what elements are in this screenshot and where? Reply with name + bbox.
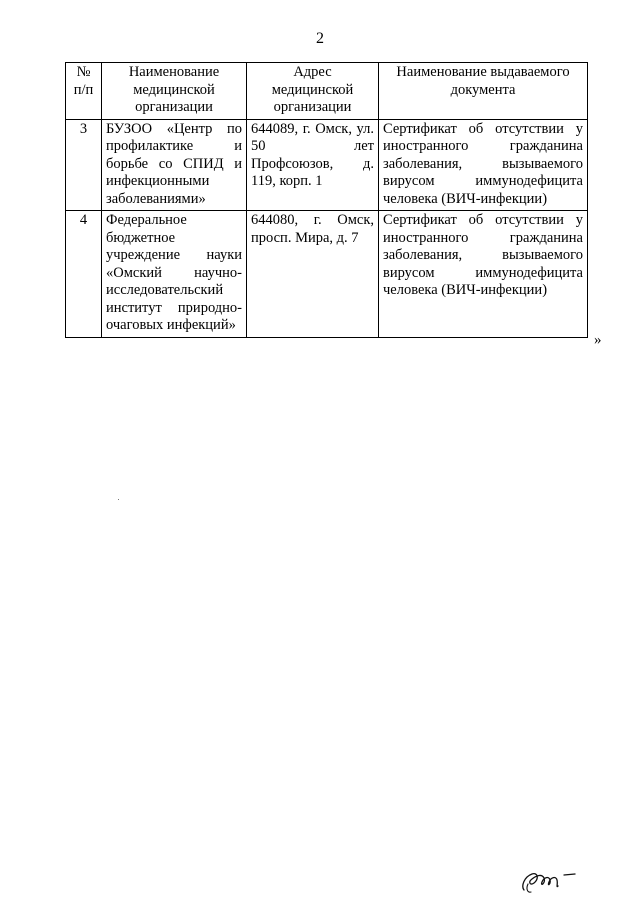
header-address: Адрес медицинской организации bbox=[247, 63, 379, 120]
header-doc-name: Наименование выдаваемого документа bbox=[379, 63, 588, 120]
table-header-row bbox=[66, 63, 588, 120]
row-address: 644080, г. Омск, просп. Мира, д. 7 bbox=[247, 211, 379, 338]
row-doc-name: Сертификат об отсутствии у иностранного гражданина заболевания, вызываемого вирусом иммунодефицита человека (ВИЧ-инфекции) bbox=[379, 119, 588, 211]
scan-speck bbox=[118, 499, 119, 500]
handwritten-signature-icon bbox=[518, 862, 584, 901]
closing-quote: » bbox=[594, 332, 602, 348]
row-org-name: БУЗОО «Центр по профилактике и борьбе со СПИД и инфекционными заболеваниями» bbox=[102, 119, 247, 211]
table-row bbox=[66, 211, 588, 338]
header-org-name: Наименование медицинской организации bbox=[102, 63, 247, 120]
row-org-name: Федеральное бюджетное учреждение науки «Омский научно-исследовательский институт природно-очаговых инфекций» bbox=[102, 211, 247, 338]
table-row bbox=[66, 119, 588, 211]
row-doc-name: Сертификат об отсутствии у иностранного гражданина заболевания, вызываемого вирусом иммунодефицита человека (ВИЧ-инфекции) bbox=[379, 211, 588, 338]
row-address: 644089, г. Омск, ул. 50 лет Профсоюзов, д. 119, корп. 1 bbox=[247, 119, 379, 211]
row-num: 4 bbox=[66, 211, 102, 338]
page-number: 2 bbox=[316, 30, 324, 47]
organizations-table bbox=[65, 62, 588, 338]
header-num: № п/п bbox=[66, 63, 102, 120]
row-num: 3 bbox=[66, 119, 102, 211]
